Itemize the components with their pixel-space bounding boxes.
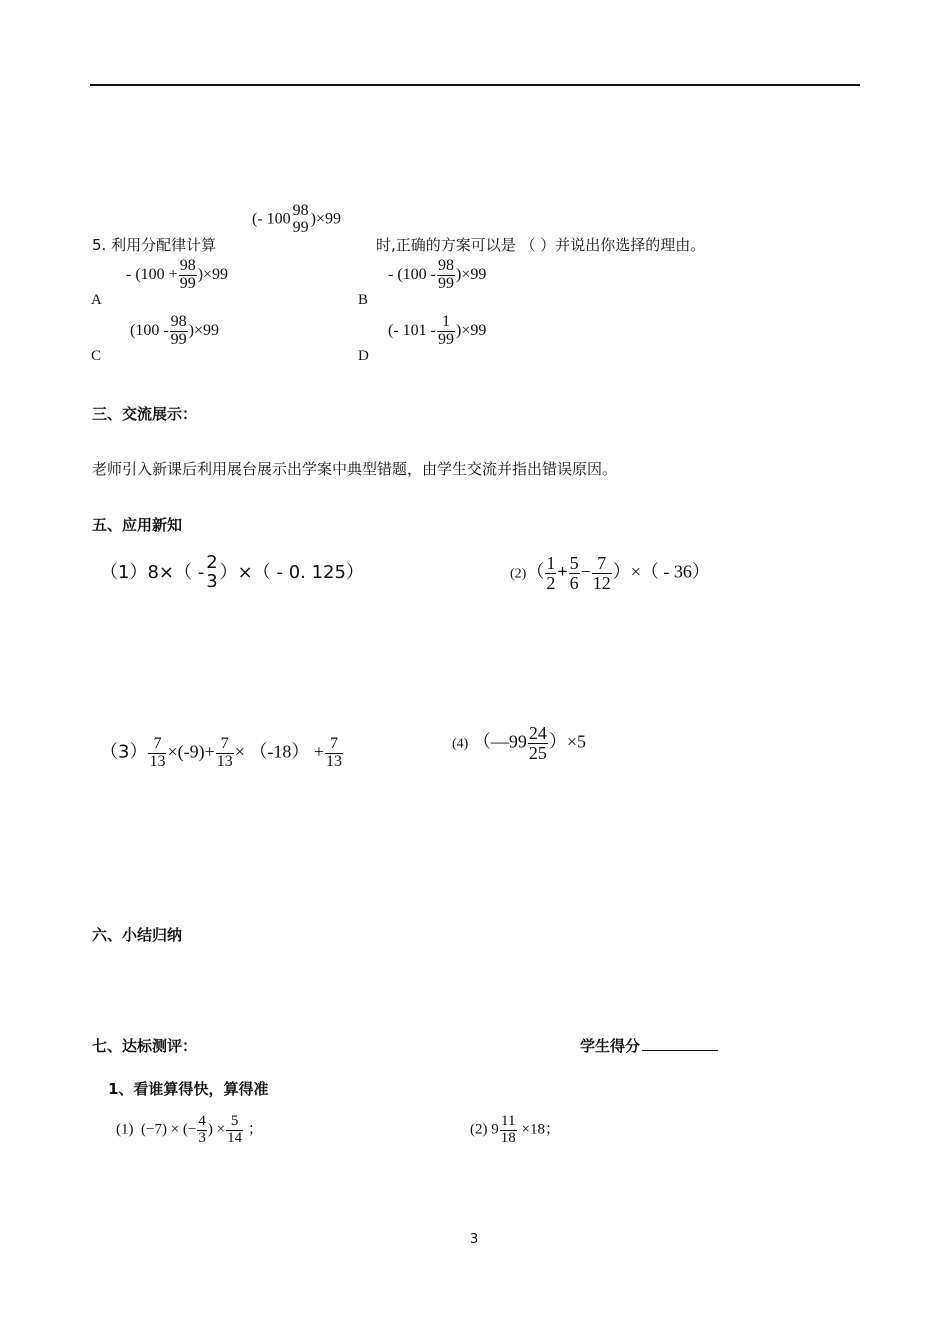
page-number: 3 [470, 1232, 479, 1247]
q5-stem-prefix: 5. 利用分配律计算 [92, 236, 217, 254]
section-7-title: 七、达标测评： [92, 1037, 198, 1055]
q5-option-a-expr: - (100 + $\frac{98}{99}$ )×99 [126, 257, 229, 292]
s7-question-1-title: 1、看谁算得快，算得准 [108, 1080, 269, 1098]
header-rule [90, 84, 860, 86]
s7-problem-2: (2) 9 $\frac{11}{18}$ ×18； [470, 1113, 560, 1146]
score-blank[interactable] [642, 1036, 718, 1051]
s7-problem-1: (1) (−7) × (− $\frac{4}{3}$ ) × $\frac{5}{14}$ ； [116, 1113, 263, 1146]
q5-option-b-expr: - (100 - $\frac{98}{99}$ )×99 [388, 257, 487, 292]
s5-problem-4: (4) （—99 $\frac{24}{25}$ ）×5 [452, 723, 586, 763]
q5-option-d-letter: D [358, 348, 369, 364]
section-6-title: 六、小结归纳 [92, 926, 183, 944]
score-label: 学生得分 [580, 1035, 718, 1056]
s5-problem-1: （1）8×（ - 2 3 ）×（ - 0. 125） [100, 552, 364, 592]
q5-stem-suffix: 时,正确的方案可以是 （ ）并说出你选择的理由。 [376, 236, 706, 254]
q5-option-c-letter: C [91, 348, 102, 364]
q5-option-a-letter: A [91, 292, 102, 308]
q5-option-b-letter: B [358, 292, 369, 308]
s5-problem-3: （3） $\frac{7}{13}$ ×(-9)+ $\frac{7}{13}$ × （-18） + $\frac{7}{13}$ [100, 735, 343, 770]
q5-option-d-expr: (- 101 - $\frac{1}{99}$ )×99 [388, 313, 487, 348]
section-3-title: 三、交流展示： [92, 405, 198, 423]
section-5-title: 五、应用新知 [92, 516, 183, 534]
section-3-body: 老师引入新课后利用展台展示出学案中典型错题，由学生交流并指出错误原因。 [92, 460, 618, 478]
s5-problem-2: (2)（ $\frac{1}{2}$ + $\frac{5}{6}$ − $\frac{7}{12}$ ）×（ - 36） [510, 553, 710, 593]
q5-expression: (- 100 98 99 )×99 [252, 202, 342, 236]
q5-option-c-expr: (100 - $\frac{98}{99}$ )×99 [130, 313, 220, 348]
